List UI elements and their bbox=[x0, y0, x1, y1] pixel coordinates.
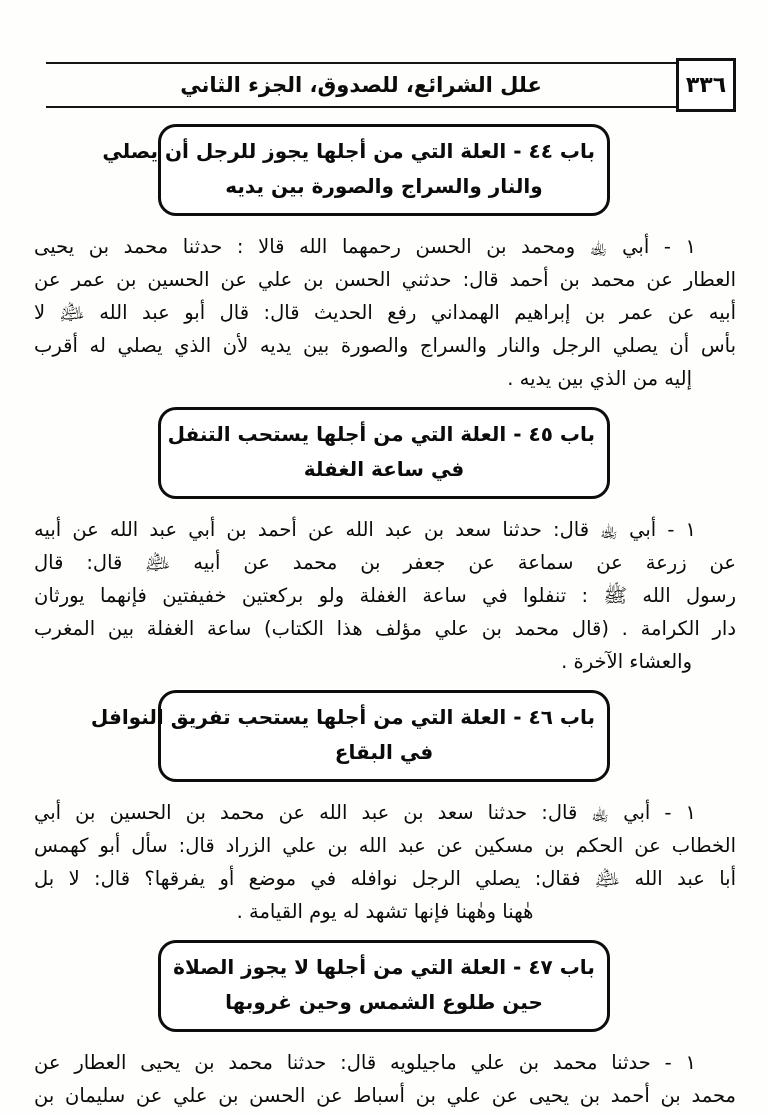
chapter-47-hadith-paragraph bbox=[34, 1046, 736, 1112]
chapter-45-hadith-paragraph bbox=[34, 513, 736, 678]
chapter-47-title-line1: باب ٤٧ - العلة التي من أجلها لا يجوز الصلاة bbox=[173, 955, 595, 979]
text-line: دار الكرامة . (قال محمد بن علي مؤلف هذا الكتاب) ساعة الغفلة بين المغرب bbox=[34, 617, 736, 640]
text-line: العطار عن محمد بن أحمد قال: حدثني الحسن بن علي عن الحسين بن عمر عن bbox=[34, 268, 736, 291]
chapter-47-heading-box bbox=[158, 940, 610, 1032]
chapter-45-heading-box bbox=[158, 407, 610, 499]
text-line: إليه من الذي بين يديه . bbox=[507, 367, 692, 390]
chapter-47-title-line2: حين طلوع الشمس وحين غروبها bbox=[225, 990, 543, 1014]
text-line: ١ - أبي ﵀ قال: حدثنا سعد بن عبد الله عن محمد بن الحسين بن أبي bbox=[34, 801, 696, 824]
chapter-44-heading-box bbox=[102, 124, 610, 216]
text-line: هٰهنا وهٰهنا فإنها تشهد له يوم القيامة . bbox=[236, 900, 534, 923]
chapter-44-title-line1: باب ٤٤ - العلة التي من أجلها يجوز للرجل أن يصلي bbox=[102, 139, 595, 163]
text-line: ١ - حدثنا محمد بن علي ماجيلويه قال: حدثنا محمد بن يحيى العطار عن bbox=[34, 1051, 696, 1074]
text-line: محمد بن أحمد بن يحيى عن علي بن أسباط عن الحسن بن علي عن سليمان بن bbox=[34, 1084, 736, 1107]
chapter-46-title-line2: في البقاع bbox=[334, 740, 434, 764]
text-line: الخطاب عن الحكم بن مسكين عن عبد الله بن علي الزراد قال: سأل أبو كهمس bbox=[34, 834, 736, 857]
text-line: ١ - أبي ﵀ قال: حدثنا سعد بن عبد الله عن أحمد بن أبي عبد الله عن أبيه bbox=[34, 518, 696, 541]
chapter-46-heading-box bbox=[90, 690, 610, 782]
chapter-44-title-line2: والنار والسراج والصورة بين يديه bbox=[225, 174, 543, 198]
page-number: ٣٣٦ bbox=[685, 72, 727, 98]
text-line: رسول الله ﷺ : تنفلوا في ساعة الغفلة ولو بركعتين خفيفتين فإنهما يورثان bbox=[34, 584, 736, 607]
text-line: أبا عبد الله ﵇ فقال: يصلي الرجل نوافله في موضع أو يفرقها؟ قال: لا بل bbox=[34, 867, 736, 890]
text-line: أبيه عن عمر بن إبراهيم الهمداني رفع الحديث قال: قال أبو عبد الله ﵇ لا bbox=[34, 301, 736, 324]
chapter-46-hadith-paragraph bbox=[34, 796, 736, 928]
chapter-46-title-line1: باب ٤٦ - العلة التي من أجلها يستحب تفريق النوافل bbox=[90, 705, 595, 729]
text-line: عن زرعة عن سماعة عن جعفر بن محمد عن أبيه ﵇ قال: قال bbox=[34, 551, 736, 574]
chapter-44-hadith-paragraph bbox=[34, 230, 736, 395]
text-line: والعشاء الآخرة . bbox=[561, 650, 692, 673]
text-line: ١ - أبي ﵀ ومحمد بن الحسن رحمهما الله قالا : حدثنا محمد بن يحيى bbox=[34, 235, 696, 258]
text-line: بأس أن يصلي الرجل والنار والسراج والصورة بين يديه لأن الذي يصلي له أقرب bbox=[34, 334, 736, 357]
page-number-box bbox=[676, 58, 736, 112]
chapter-45-title-line1: باب ٤٥ - العلة التي من أجلها يستحب التنفل bbox=[167, 422, 595, 446]
book-title: علل الشرائع، للصدوق، الجزء الثاني bbox=[180, 73, 542, 97]
header-title-band bbox=[46, 62, 676, 108]
page-header bbox=[46, 58, 736, 112]
chapter-45-title-line2: في ساعة الغفلة bbox=[303, 457, 465, 481]
